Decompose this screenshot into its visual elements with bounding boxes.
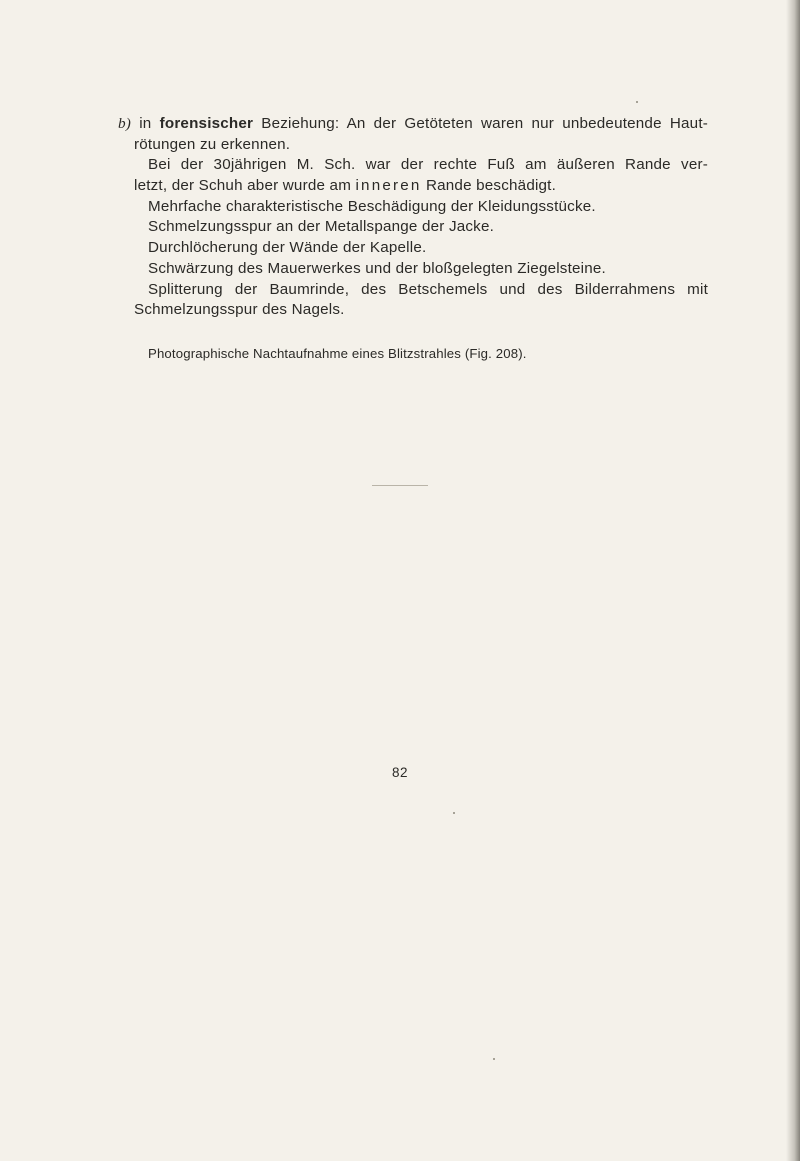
- text-rest: Beziehung: An der Getöteten waren nur unbedeutende Haut-: [261, 115, 709, 132]
- body-text: [118, 114, 708, 321]
- divider-rule: [372, 485, 428, 486]
- paper-speck: [636, 101, 638, 103]
- finding-line: Schwärzung des Mauerwerkes und der bloßgelegten Ziegelsteine.: [148, 259, 606, 277]
- finding-line: Mehrfache charakteristische Beschädigung der Kleidungsstücke.: [148, 197, 596, 215]
- case-line-1: Bei der 30jährigen M. Sch. war der rechte Fuß am äußeren Rande ver-: [148, 156, 708, 174]
- case-line-2-end: Rande beschädigt.: [425, 177, 557, 195]
- splinter-line-2: Schmelzungsspur des Nagels.: [134, 301, 345, 319]
- paper-speck: [493, 1058, 495, 1060]
- case-line-2-start: letzt, der Schuh aber wurde am: [134, 177, 352, 195]
- figure-caption: Photographische Nachtaufnahme eines Blitzstrahles (Fig. 208).: [148, 346, 527, 361]
- paragraph-b-line-2: rötungen zu erkennen.: [134, 135, 291, 153]
- finding-line: Durchlöcherung der Wände der Kapelle.: [148, 239, 427, 257]
- case-line-2: [118, 176, 708, 197]
- paper-speck: [453, 812, 455, 814]
- paragraph-b-line-1: [118, 114, 708, 135]
- text-prefix: in: [139, 115, 152, 132]
- emphasized-word: inneren: [355, 177, 422, 195]
- splinter-line-1: Splitterung der Baumrinde, des Betschemels und des Bilderrahmens mit: [148, 280, 708, 298]
- bold-term: forensischer: [159, 115, 254, 132]
- list-label: b): [118, 115, 132, 132]
- page-edge-shadow: [786, 0, 800, 1161]
- page-number: 82: [391, 765, 409, 780]
- finding-line: Schmelzungsspur an der Metallspange der Jacke.: [148, 218, 495, 236]
